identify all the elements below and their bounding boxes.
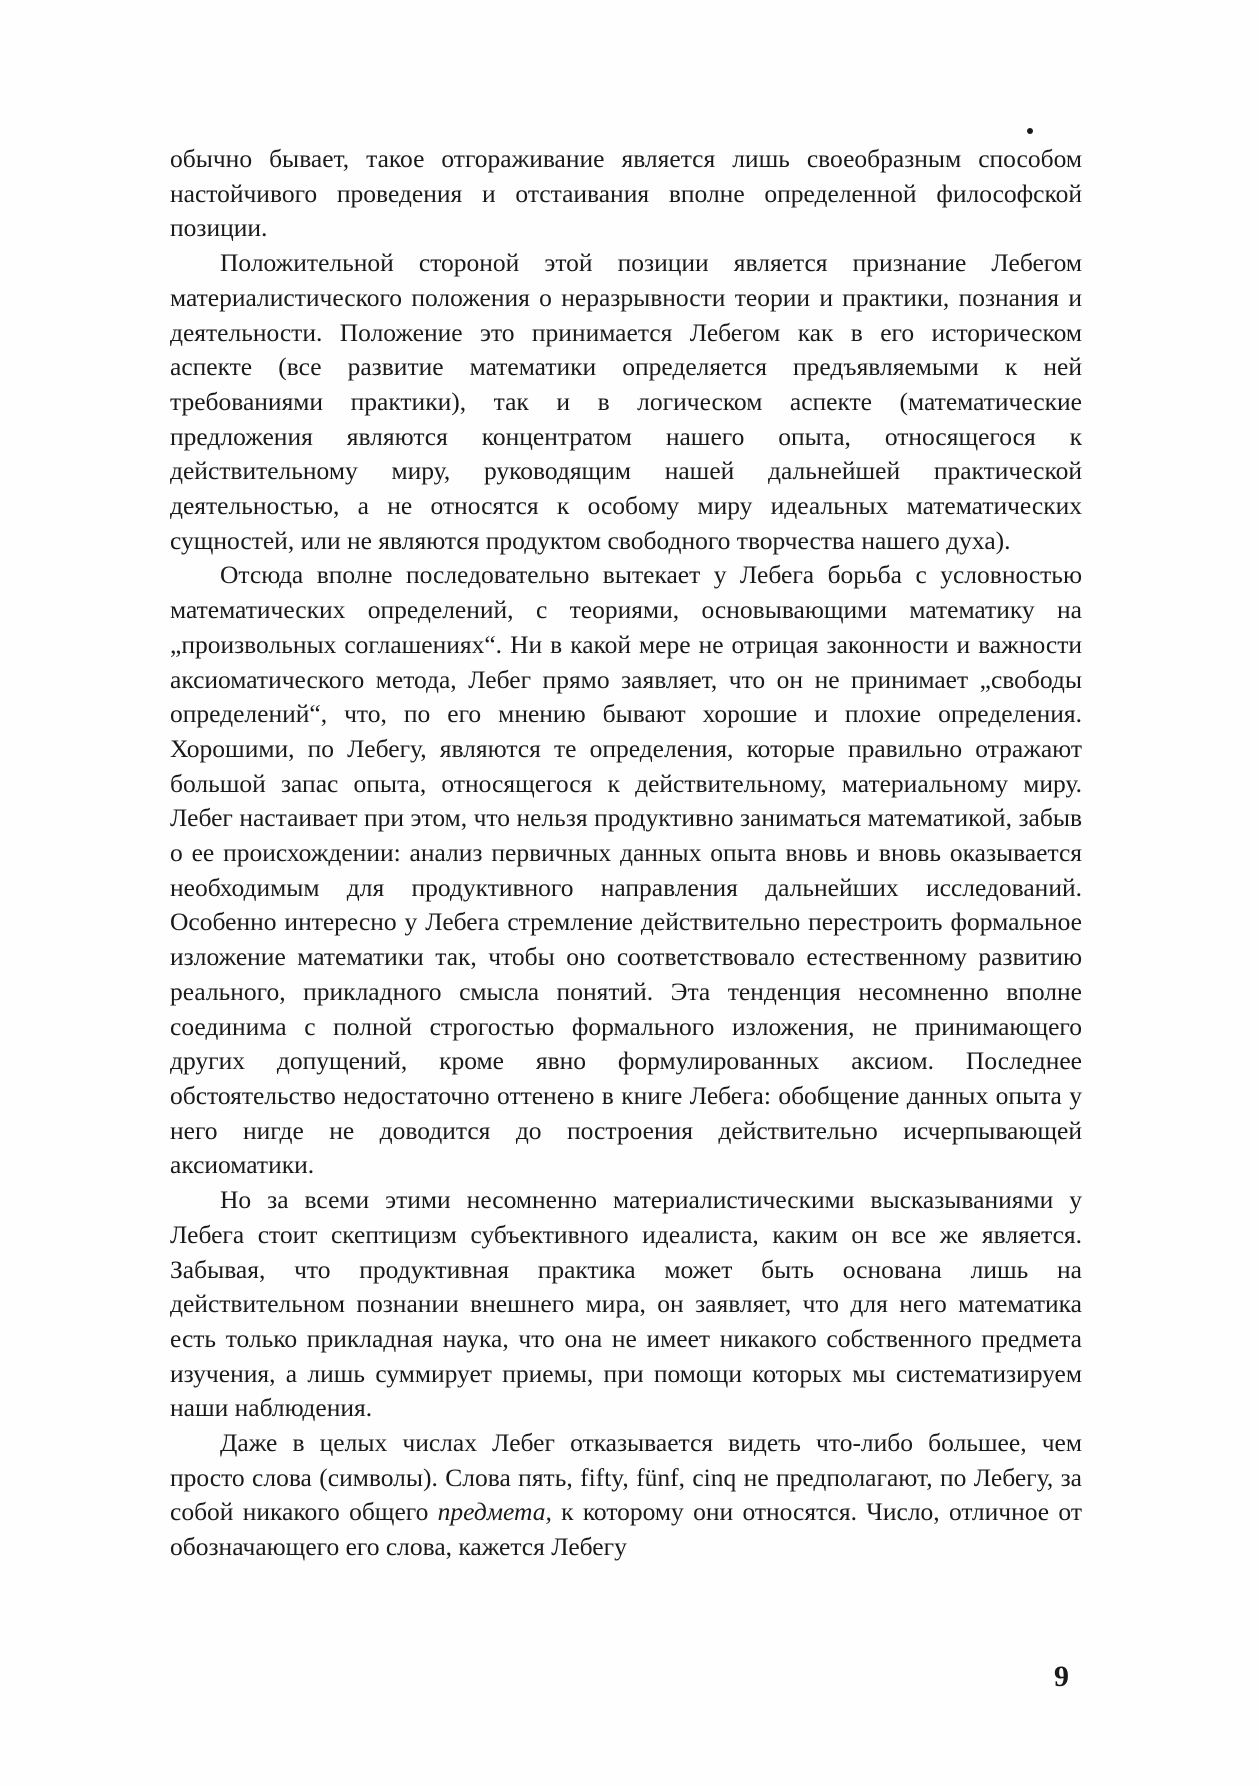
paragraph-1: обычно бывает, такое отгораживание является лишь своеобразным способом настойчивого проведения и отстаивания вполне определенной философской позиции. — [170, 144, 1082, 243]
paragraph-5-text-end: к которому они относятся. Число, отличное от обозначающего его слова, кажется Лебегу — [170, 1497, 1082, 1562]
paragraph-5-emphasis: предмета, — [437, 1497, 552, 1527]
paragraph-2: Положительной стороной этой позиции является признание Лебегом материалистического положения о неразрывности теории и практики, познания и деятельности. Положение это принимается Лебегом как в его историческом аспекте (все развитие математики определяется предъявляемыми к ней требованиями практики), так и в логическом аспекте (математические предложения являются концентратом нашего опыта, относящегося к действительному миру, руководящим нашей дальнейшей практической деятельностью, а не относятся к особому миру идеальных математических сущностей, или не являются продуктом свободного творчества нашего духа). — [170, 248, 1082, 555]
print-speck — [1027, 128, 1033, 134]
paragraph-4: Но за всеми этими несомненно материалистическими высказываниями у Лебега стоит скептицизм субъективного идеалиста, каким он все же является. Забывая, что продуктивная практика может быть основана лишь на действительном познании внешнего мира, он заявляет, что для него математика есть только прикладная наука, что она не имеет никакого собственного предмета изучения, а лишь суммирует приемы, при помощи которых мы систематизируем наши наблюдения. — [170, 1185, 1082, 1423]
paragraph-3: Отсюда вполне последовательно вытекает у Лебега борьба с условностью математических определений, с теориями, основывающими математику на „произвольных соглашениях“. Ни в какой мере не отрицая законности и важности аксиоматического метода, Лебег прямо заявляет, что он не принимает „свободы определений“, что, по его мнению бывают хорошие и плохие определения. Хорошими, по Лебегу, являются те определения, которые правильно отражают большой запас опыта, относящегося к действительному, материальному миру. Лебег настаивает при этом, что нельзя продуктивно заниматься математикой, забыв о ее происхождении: анализ первичных данных опыта вновь и вновь оказывается необходимым для продуктивного направления дальнейших исследований. Особенно интересно у Лебега стремление действительно перестроить формальное изложение математики так, чтобы оно соответствовало естественному развитию реального, прикладного смысла понятий. Эта тенденция несомненно вполне соединима с полной строгостью формального изложения, не принимающего других допущений, кроме явно формулированных аксиом. Последнее обстоятельство недостаточно оттенено в книге Лебега: обобщение данных опыта у него нигде не доводится до построения действительно исчерпывающей аксиоматики. — [170, 560, 1082, 1180]
paragraph-5 — [170, 1426, 1082, 1565]
body-text — [170, 142, 1082, 1565]
page-number: 9 — [1054, 1660, 1069, 1693]
paragraph-5-text-start: Даже в целых числах Лебег отказывается видеть что-либо большее, чем просто слова (символы). Слова пять, fifty, fünf, cinq не предполагают, по Лебегу, за собой никакого общего — [170, 1428, 1082, 1527]
